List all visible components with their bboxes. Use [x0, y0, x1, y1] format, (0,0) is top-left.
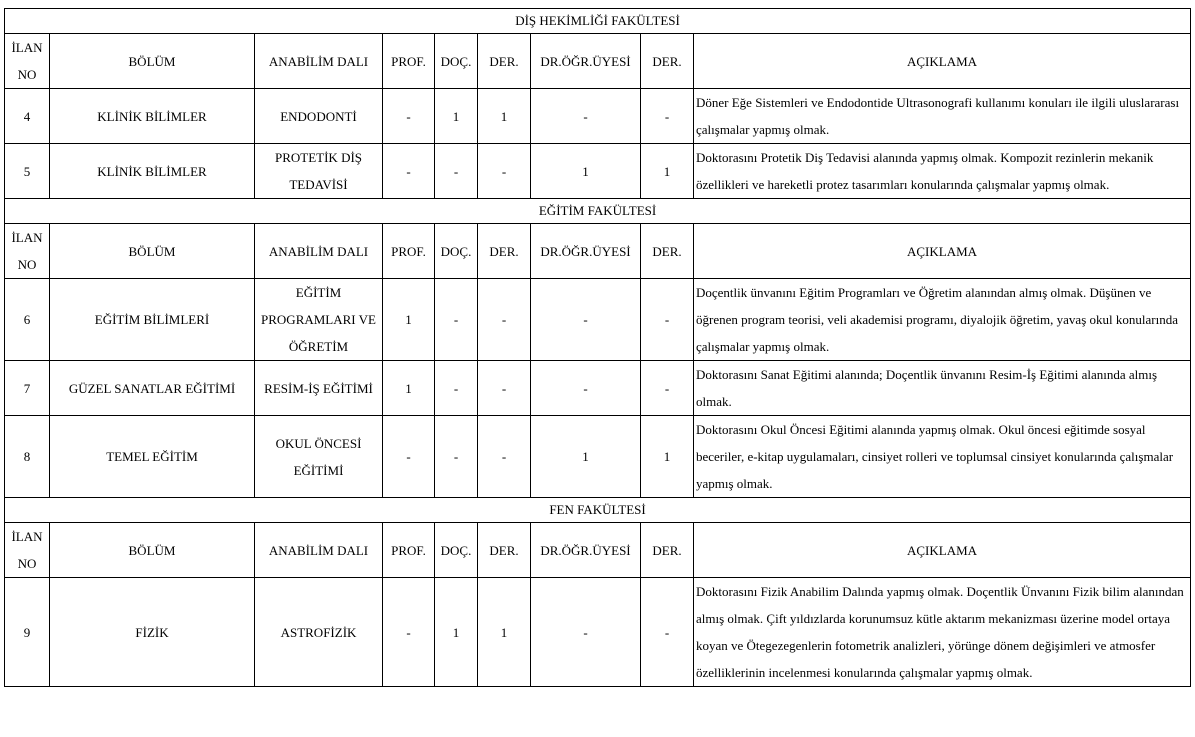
column-header-ilan-no: İLAN NO: [5, 523, 50, 578]
cell-der1: 1: [478, 89, 531, 144]
cell-der1: -: [478, 279, 531, 361]
cell-prof: -: [383, 578, 435, 687]
cell-dr: -: [531, 578, 641, 687]
column-header-bolum: BÖLÜM: [50, 34, 255, 89]
cell-bolum: GÜZEL SANATLAR EĞİTİMİ: [50, 361, 255, 416]
column-header-row: [5, 523, 1191, 578]
cell-aciklama: Doktorasını Fizik Anabilim Dalında yapmış olmak. Doçentlik Ünvanını Fizik bilim alanından almış olmak. Çift yıldızlarda korunumsuz kütle aktarım mekanizması üzerine model ortaya koyan ve Ötegezegenlerin fotometrik analizleri, yörünge dönem değişimleri ve atmosfer özelliklerinin incelenmesi konularında çalışmalar yapmış olmak.: [694, 578, 1191, 687]
column-header-prof: PROF.: [383, 224, 435, 279]
table-row: [5, 89, 1191, 144]
cell-doc: -: [435, 279, 478, 361]
column-header-bolum: BÖLÜM: [50, 224, 255, 279]
faculty-title: EĞİTİM FAKÜLTESİ: [5, 199, 1191, 224]
cell-der2: -: [641, 578, 694, 687]
column-header-bolum: BÖLÜM: [50, 523, 255, 578]
column-header-aciklama: AÇIKLAMA: [694, 224, 1191, 279]
cell-der2: 1: [641, 144, 694, 199]
column-header-dr: DR.ÖĞR.ÜYESİ: [531, 523, 641, 578]
column-header-doc: DOÇ.: [435, 523, 478, 578]
cell-bolum: EĞİTİM BİLİMLERİ: [50, 279, 255, 361]
cell-bolum: KLİNİK BİLİMLER: [50, 144, 255, 199]
column-header-anabilim: ANABİLİM DALI: [255, 34, 383, 89]
cell-ilan-no: 8: [5, 416, 50, 498]
faculty-title-row: [5, 498, 1191, 523]
cell-prof: 1: [383, 279, 435, 361]
table-row: [5, 361, 1191, 416]
cell-ilan-no: 7: [5, 361, 50, 416]
column-header-der2: DER.: [641, 224, 694, 279]
cell-ilan-no: 6: [5, 279, 50, 361]
cell-ilan-no: 4: [5, 89, 50, 144]
table-row: [5, 416, 1191, 498]
cell-bolum: KLİNİK BİLİMLER: [50, 89, 255, 144]
cell-der1: 1: [478, 578, 531, 687]
table-row: [5, 578, 1191, 687]
cell-der2: 1: [641, 416, 694, 498]
cell-doc: -: [435, 144, 478, 199]
cell-bolum: TEMEL EĞİTİM: [50, 416, 255, 498]
cell-prof: -: [383, 144, 435, 199]
cell-anabilim: RESİM-İŞ EĞİTİMİ: [255, 361, 383, 416]
column-header-der2: DER.: [641, 34, 694, 89]
faculty-title-row: [5, 9, 1191, 34]
column-header-ilan-no: İLAN NO: [5, 34, 50, 89]
table-row: [5, 144, 1191, 199]
cell-dr: -: [531, 361, 641, 416]
faculty-positions-table: [4, 8, 1191, 687]
cell-bolum: FİZİK: [50, 578, 255, 687]
column-header-doc: DOÇ.: [435, 34, 478, 89]
cell-aciklama: Doktorasını Sanat Eğitimi alanında; Doçentlik ünvanını Resim-İş Eğitimi alanında almış olmak.: [694, 361, 1191, 416]
cell-der1: -: [478, 144, 531, 199]
cell-ilan-no: 5: [5, 144, 50, 199]
column-header-dr: DR.ÖĞR.ÜYESİ: [531, 34, 641, 89]
cell-anabilim: PROTETİK DİŞ TEDAVİSİ: [255, 144, 383, 199]
cell-aciklama: Doktorasını Okul Öncesi Eğitimi alanında yapmış olmak. Okul öncesi eğitimde sosyal beceriler, e-kitap uygulamaları, cinsiyet rolleri ve toplumsal cinsiyet konularında çalışmalar yapmış olmak.: [694, 416, 1191, 498]
column-header-row: [5, 224, 1191, 279]
cell-dr: -: [531, 89, 641, 144]
column-header-row: [5, 34, 1191, 89]
cell-doc: 1: [435, 89, 478, 144]
column-header-der1: DER.: [478, 224, 531, 279]
cell-prof: 1: [383, 361, 435, 416]
cell-anabilim: EĞİTİM PROGRAMLARI VE ÖĞRETİM: [255, 279, 383, 361]
faculty-title: DİŞ HEKİMLİĞİ FAKÜLTESİ: [5, 9, 1191, 34]
cell-aciklama: Doktorasını Protetik Diş Tedavisi alanında yapmış olmak. Kompozit rezinlerin mekanik özellikleri ve hareketli protez tasarımları konularında çalışmalar yapmış olmak.: [694, 144, 1191, 199]
column-header-prof: PROF.: [383, 523, 435, 578]
cell-anabilim: ENDODONTİ: [255, 89, 383, 144]
cell-aciklama: Döner Eğe Sistemleri ve Endodontide Ultrasonografi kullanımı konuları ile ilgili uluslararası çalışmalar yapmış olmak.: [694, 89, 1191, 144]
cell-anabilim: OKUL ÖNCESİ EĞİTİMİ: [255, 416, 383, 498]
column-header-dr: DR.ÖĞR.ÜYESİ: [531, 224, 641, 279]
cell-der2: -: [641, 279, 694, 361]
cell-der1: -: [478, 416, 531, 498]
cell-doc: 1: [435, 578, 478, 687]
column-header-prof: PROF.: [383, 34, 435, 89]
column-header-ilan-no: İLAN NO: [5, 224, 50, 279]
cell-dr: -: [531, 279, 641, 361]
cell-dr: 1: [531, 144, 641, 199]
cell-aciklama: Doçentlik ünvanını Eğitim Programları ve Öğretim alanından almış olmak. Düşünen ve öğrenen program teorisi, veli akademisi programı, diyalojik öğretim, yavaş okul konularında çalışmalar yapmış olmak.: [694, 279, 1191, 361]
faculty-title-row: [5, 199, 1191, 224]
cell-der1: -: [478, 361, 531, 416]
column-header-der2: DER.: [641, 523, 694, 578]
table-row: [5, 279, 1191, 361]
faculty-title: FEN FAKÜLTESİ: [5, 498, 1191, 523]
cell-anabilim: ASTROFİZİK: [255, 578, 383, 687]
cell-ilan-no: 9: [5, 578, 50, 687]
column-header-aciklama: AÇIKLAMA: [694, 523, 1191, 578]
cell-doc: -: [435, 416, 478, 498]
cell-der2: -: [641, 89, 694, 144]
cell-der2: -: [641, 361, 694, 416]
column-header-der1: DER.: [478, 34, 531, 89]
cell-prof: -: [383, 416, 435, 498]
column-header-anabilim: ANABİLİM DALI: [255, 224, 383, 279]
column-header-aciklama: AÇIKLAMA: [694, 34, 1191, 89]
column-header-anabilim: ANABİLİM DALI: [255, 523, 383, 578]
cell-doc: -: [435, 361, 478, 416]
column-header-doc: DOÇ.: [435, 224, 478, 279]
cell-dr: 1: [531, 416, 641, 498]
cell-prof: -: [383, 89, 435, 144]
column-header-der1: DER.: [478, 523, 531, 578]
